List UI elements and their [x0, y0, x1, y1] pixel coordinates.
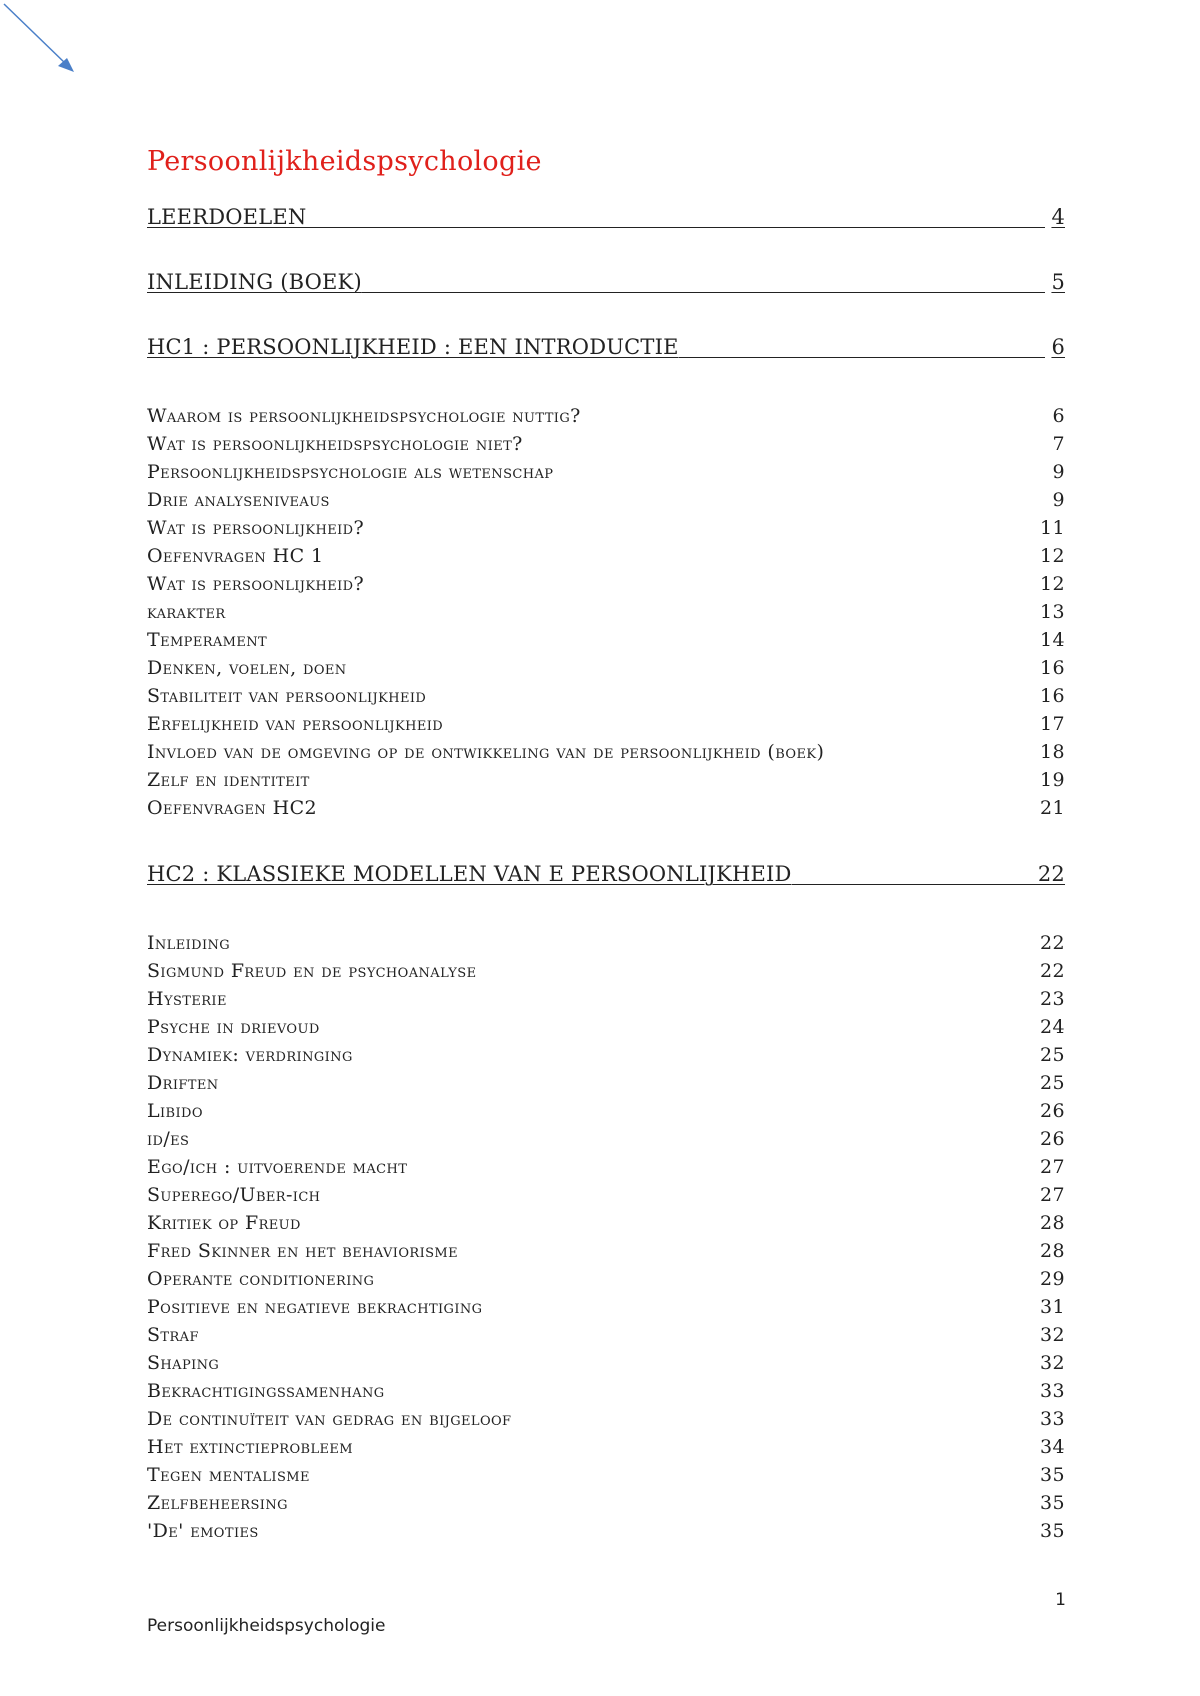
- toc-entry-page: 33: [1040, 1380, 1065, 1402]
- toc-entry[interactable]: [147, 1352, 1065, 1374]
- toc-entry[interactable]: [147, 405, 1065, 427]
- toc-entry[interactable]: [147, 657, 1065, 679]
- toc-entry[interactable]: [147, 489, 1065, 511]
- toc-entry-label: Driften: [147, 1072, 219, 1094]
- toc-entry-page: 9: [1052, 461, 1065, 483]
- toc-leader: [362, 291, 1045, 293]
- toc-entry-label: Denken, voelen, doen: [147, 657, 347, 679]
- arrow-cursor-icon: [0, 0, 80, 80]
- toc-entry[interactable]: [147, 1044, 1065, 1066]
- document-title: Persoonlijkheidspsychologie: [147, 146, 542, 177]
- toc-entry-label: 'De' emoties: [147, 1520, 259, 1542]
- toc-entry-label: Operante conditionering: [147, 1268, 375, 1290]
- toc-entry-page: 22: [1037, 862, 1065, 886]
- toc-entry-label: Stabiliteit van persoonlijkheid: [147, 685, 427, 707]
- toc-entry-page: 25: [1040, 1072, 1065, 1094]
- toc-entry[interactable]: [147, 1184, 1065, 1206]
- toc-entry[interactable]: [147, 960, 1065, 982]
- toc-entry-label: Psyche in drievoud: [147, 1016, 320, 1038]
- toc-entry[interactable]: [147, 741, 1065, 763]
- toc-entry-page: 21: [1040, 797, 1065, 819]
- toc-entry-page: 32: [1040, 1324, 1065, 1346]
- toc-entry[interactable]: [147, 601, 1065, 623]
- toc-entry-page: 27: [1040, 1184, 1065, 1206]
- toc-entry-page: 13: [1040, 601, 1065, 623]
- toc-entry[interactable]: [147, 1268, 1065, 1290]
- toc-entry[interactable]: [147, 1128, 1065, 1150]
- toc-entry[interactable]: [147, 1464, 1065, 1486]
- toc-leader: [306, 226, 1045, 228]
- toc-entry-page: 18: [1040, 741, 1065, 763]
- toc-entry[interactable]: [147, 1156, 1065, 1178]
- toc-entry-page: 6: [1051, 335, 1065, 359]
- toc-entry-label: Bekrachtigingssamenhang: [147, 1380, 385, 1402]
- toc-entry-label: Drie analyseniveaus: [147, 489, 330, 511]
- toc-entry-page: 35: [1040, 1492, 1065, 1514]
- page-footer: Persoonlijkheidspsychologie: [147, 1616, 386, 1636]
- toc-entry[interactable]: [147, 629, 1065, 651]
- toc-entry-page: 4: [1051, 205, 1065, 229]
- toc-entry-label: Zelf en identiteit: [147, 769, 310, 791]
- toc-entry-label: Wat is persoonlijkheid?: [147, 573, 365, 595]
- page-number: 1: [1055, 1590, 1066, 1610]
- toc-entry[interactable]: [147, 1408, 1065, 1430]
- toc-entry-label: Oefenvragen HC 1: [147, 545, 324, 567]
- toc-entry-label: Shaping: [147, 1352, 220, 1374]
- toc-entry-page: 14: [1040, 629, 1065, 651]
- toc-entry-label: Dynamiek: verdringing: [147, 1044, 353, 1066]
- toc-entry-page: 35: [1040, 1520, 1065, 1542]
- toc-entry-label: HC2 : KLASSIEKE MODELLEN VAN E PERSOONLIJKHEID: [147, 862, 792, 886]
- toc-entry-label: Sigmund Freud en de psychoanalyse: [147, 960, 477, 982]
- toc-entry[interactable]: [147, 932, 1065, 954]
- toc-entry-label: Het extinctieprobleem: [147, 1436, 354, 1458]
- toc-entry-label: INLEIDING (BOEK): [147, 270, 362, 294]
- toc-entry-label: karakter: [147, 601, 226, 623]
- toc-leader: [792, 883, 1038, 885]
- toc-entry-page: 26: [1040, 1100, 1065, 1122]
- toc-entry-page: 33: [1040, 1408, 1065, 1430]
- toc-entry[interactable]: [147, 769, 1065, 791]
- toc-entry-label: Fred Skinner en het behaviorisme: [147, 1240, 459, 1262]
- toc-entry-label: id/es: [147, 1128, 190, 1150]
- toc-entry-label: Kritiek op Freud: [147, 1212, 301, 1234]
- toc-entry[interactable]: [147, 685, 1065, 707]
- toc-entry-page: 25: [1040, 1044, 1065, 1066]
- toc-entry-label: Hysterie: [147, 988, 227, 1010]
- toc-entry-label: Inleiding: [147, 932, 231, 954]
- toc-leader: [679, 356, 1045, 358]
- toc-entry-page: 11: [1040, 517, 1065, 539]
- toc-entry-label: Ego/ich : uitvoerende macht: [147, 1156, 408, 1178]
- toc-entry-page: 5: [1051, 270, 1065, 294]
- toc-entry-label: Zelfbeheersing: [147, 1492, 288, 1514]
- toc-entry[interactable]: [147, 1520, 1065, 1542]
- toc-entry-label: Oefenvragen HC2: [147, 797, 317, 819]
- toc-entry-page: 22: [1040, 960, 1065, 982]
- toc-entry[interactable]: [147, 1296, 1065, 1318]
- toc-entry[interactable]: [147, 1016, 1065, 1038]
- toc-entry-label: Temperament: [147, 629, 268, 651]
- toc-entry-label: Superego/Uber-ich: [147, 1184, 321, 1206]
- toc-entry[interactable]: [147, 988, 1065, 1010]
- toc-heading-entry[interactable]: [147, 335, 1065, 359]
- toc-entry[interactable]: [147, 545, 1065, 567]
- toc-entry-page: 28: [1040, 1240, 1065, 1262]
- toc-entry-page: 23: [1040, 988, 1065, 1010]
- toc-entry-page: 35: [1040, 1464, 1065, 1486]
- toc-entry-page: 34: [1040, 1436, 1065, 1458]
- toc-entry-page: 26: [1040, 1128, 1065, 1150]
- toc-entry-label: Wat is persoonlijkheid?: [147, 517, 365, 539]
- toc-entry-page: 32: [1040, 1352, 1065, 1374]
- toc-entry[interactable]: [147, 1436, 1065, 1458]
- toc-entry-label: Tegen mentalisme: [147, 1464, 310, 1486]
- toc-entry-label: Libido: [147, 1100, 203, 1122]
- toc-entry[interactable]: [147, 797, 1065, 819]
- toc-entry-label: Invloed van de omgeving op de ontwikkeling van de persoonlijkheid (boek): [147, 741, 825, 763]
- toc-entry[interactable]: [147, 573, 1065, 595]
- toc-entry[interactable]: [147, 1072, 1065, 1094]
- toc-entry-page: 12: [1040, 573, 1065, 595]
- toc-entry[interactable]: [147, 1380, 1065, 1402]
- toc-entry-page: 19: [1040, 769, 1065, 791]
- toc-entry-page: 16: [1040, 685, 1065, 707]
- toc-heading-entry[interactable]: [147, 862, 1065, 886]
- toc-entry-label: LEERDOELEN: [147, 205, 307, 229]
- toc-entry-page: 12: [1040, 545, 1065, 567]
- toc-entry-label: Persoonlijkheidspsychologie als wetenschap: [147, 461, 554, 483]
- toc-entry-label: Waarom is persoonlijkheidspsychologie nuttig?: [147, 405, 581, 427]
- toc-entry-page: 7: [1052, 433, 1065, 455]
- toc-entry-page: 9: [1052, 489, 1065, 511]
- toc-heading-entry[interactable]: [147, 205, 1065, 229]
- toc-entry-label: Positieve en negatieve bekrachtiging: [147, 1296, 483, 1318]
- toc-entry[interactable]: [147, 517, 1065, 539]
- toc-entry-label: HC1 : PERSOONLIJKHEID : EEN INTRODUCTIE: [147, 335, 679, 359]
- toc-entry-page: 16: [1040, 657, 1065, 679]
- toc-entry[interactable]: [147, 433, 1065, 455]
- toc-entry-page: 6: [1052, 405, 1065, 427]
- toc-entry-page: 29: [1040, 1268, 1065, 1290]
- toc-entry-label: Wat is persoonlijkheidspsychologie niet?: [147, 433, 523, 455]
- toc-entry[interactable]: [147, 1100, 1065, 1122]
- toc-entry-page: 31: [1040, 1296, 1065, 1318]
- toc-entry-page: 17: [1040, 713, 1065, 735]
- toc-entry[interactable]: [147, 713, 1065, 735]
- toc-entry-label: De continuïteit van gedrag en bijgeloof: [147, 1408, 512, 1430]
- toc-entry[interactable]: [147, 461, 1065, 483]
- toc-entry[interactable]: [147, 1492, 1065, 1514]
- toc-entry-label: Erfelijkheid van persoonlijkheid: [147, 713, 444, 735]
- toc-entry-page: 28: [1040, 1212, 1065, 1234]
- toc-entry-page: 24: [1040, 1016, 1065, 1038]
- toc-entry-label: Straf: [147, 1324, 199, 1346]
- toc-entry[interactable]: [147, 1324, 1065, 1346]
- toc-entry-page: 27: [1040, 1156, 1065, 1178]
- toc-heading-entry[interactable]: [147, 270, 1065, 294]
- toc-entry[interactable]: [147, 1212, 1065, 1234]
- toc-entry[interactable]: [147, 1240, 1065, 1262]
- toc-entry-page: 22: [1040, 932, 1065, 954]
